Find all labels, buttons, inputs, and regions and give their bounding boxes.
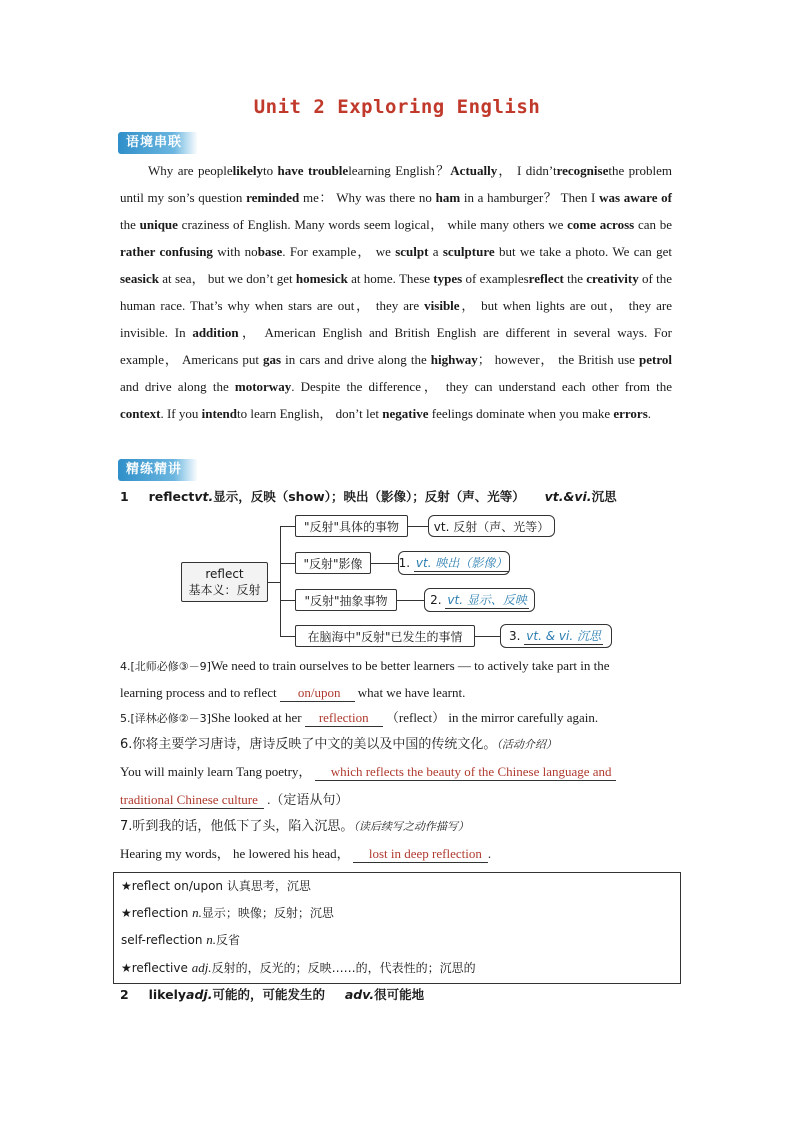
exercise-6-answer-part2: traditional Chinese culture (120, 792, 264, 809)
diagram-answer-1: vt. 反射（声、光等） (428, 515, 555, 537)
diagram-connector (280, 636, 295, 637)
diagram-connector (280, 526, 281, 637)
exercise-6-line-1: You will mainly learn Tang poetry， which reflects the beauty of the Chinese language and (120, 762, 680, 782)
diagram-connector (280, 600, 295, 601)
diagram-center-node: reflect 基本义：反射 (181, 562, 268, 602)
section-badge-practice: 精练精讲 (118, 459, 198, 481)
note-reflect-on: ★reflect on/upon 认真思考，沉思 (121, 879, 311, 893)
diagram-connector (280, 526, 295, 527)
vocab-item-reflect: 1 reflectvt.显示，反映（show）；映出（影像）；反射（声、光等） vt.&vi.沉思 (120, 489, 617, 504)
exercise-7-answer: lost in deep reflection (353, 846, 488, 863)
context-passage: Why are peoplelikelyto have troublelearning English？Actually， I didn’trecognisethe problem until my son’s question reminded me： Why was there no ham in a hamburger？ Then I was aware of the unique craziness of English. Many words seem logical， while many others we come across can be rather confusing with nobase. For example， we sculpt a sculpture but we take a photo. We can get seasick at sea， but we don’t get homesick at home. These types of examplesreflect the creativity of the human race. That’s why when stars are out， they are visible， but when lights are out， they are invisible. In addition， American English and British English are different in several ways. For example， Americans put gas in cars and drive along the highway； however， the British use petrol and drive along the motorway. Despite the difference， they can understand each other from the context. If you intendto learn English， don’t let negative feelings dominate when you make errors. (120, 163, 672, 421)
exercise-5-answer: reflection (305, 710, 383, 727)
diagram-connector (268, 582, 280, 583)
note-reflective: ★reflective adj.反射的，反光的；反映……的，代表性的；沉思的 (121, 960, 476, 975)
exercise-4-line-1: 4.[北师必修③－9]We need to train ourselves to be better learners — to actively take part in the (120, 658, 610, 673)
exercise-4-answer: on/upon (280, 685, 355, 702)
diagram-branch-2: "反射"影像 (295, 552, 371, 574)
exercise-7-line: Hearing my words， he lowered his head， lost in deep reflection . (120, 846, 492, 861)
diagram-answer-4: 3. vt. & vi. 沉思 (500, 624, 612, 648)
diagram-answer-3: 2. vt. 显示、反映 (424, 588, 535, 612)
diagram-branch-3: "反射"抽象事物 (295, 589, 397, 611)
exercise-6-answer-part1: which reflects the beauty of the Chinese language and (315, 764, 616, 781)
diagram-connector (280, 563, 295, 564)
diagram-connector (397, 600, 424, 601)
exercise-6-line-2: traditional Chinese culture .（定语从句） (120, 792, 349, 807)
diagram-answer-2: 1. vt. 映出（影像） (398, 551, 510, 575)
diagram-connector (475, 636, 500, 637)
diagram-branch-4: 在脑海中"反射"已发生的事情 (295, 625, 475, 647)
exercise-4-line-2: learning process and to reflect on/upon what we have learnt. (120, 685, 466, 700)
diagram-branch-1: "反射"具体的事物 (295, 515, 408, 537)
vocab-item-likely: 2 likelyadj.可能的，可能发生的 adv.很可能地 (120, 987, 425, 1002)
exercise-5: 5.[译林必修②－3]She looked at her reflection （reflect） in the mirror carefully again. (120, 710, 599, 725)
diagram-connector (408, 526, 428, 527)
note-reflection: ★reflection n.显示；映像；反射；沉思 (121, 905, 334, 920)
diagram-connector (371, 563, 398, 564)
section-badge-context: 语境串联 (118, 132, 198, 154)
word-family-notes-box (113, 872, 681, 984)
page-title: Unit 2 Exploring English (253, 96, 541, 118)
exercise-7-question: 7.听到我的话，他低下了头，陷入沉思。（读后续写之动作描写） (120, 819, 469, 834)
note-self-reflection: self-reflection n.反省 (121, 932, 241, 947)
exercise-6-question: 6.你将主要学习唐诗，唐诗反映了中文的美以及中国的传统文化。（活动介绍） (120, 737, 557, 752)
